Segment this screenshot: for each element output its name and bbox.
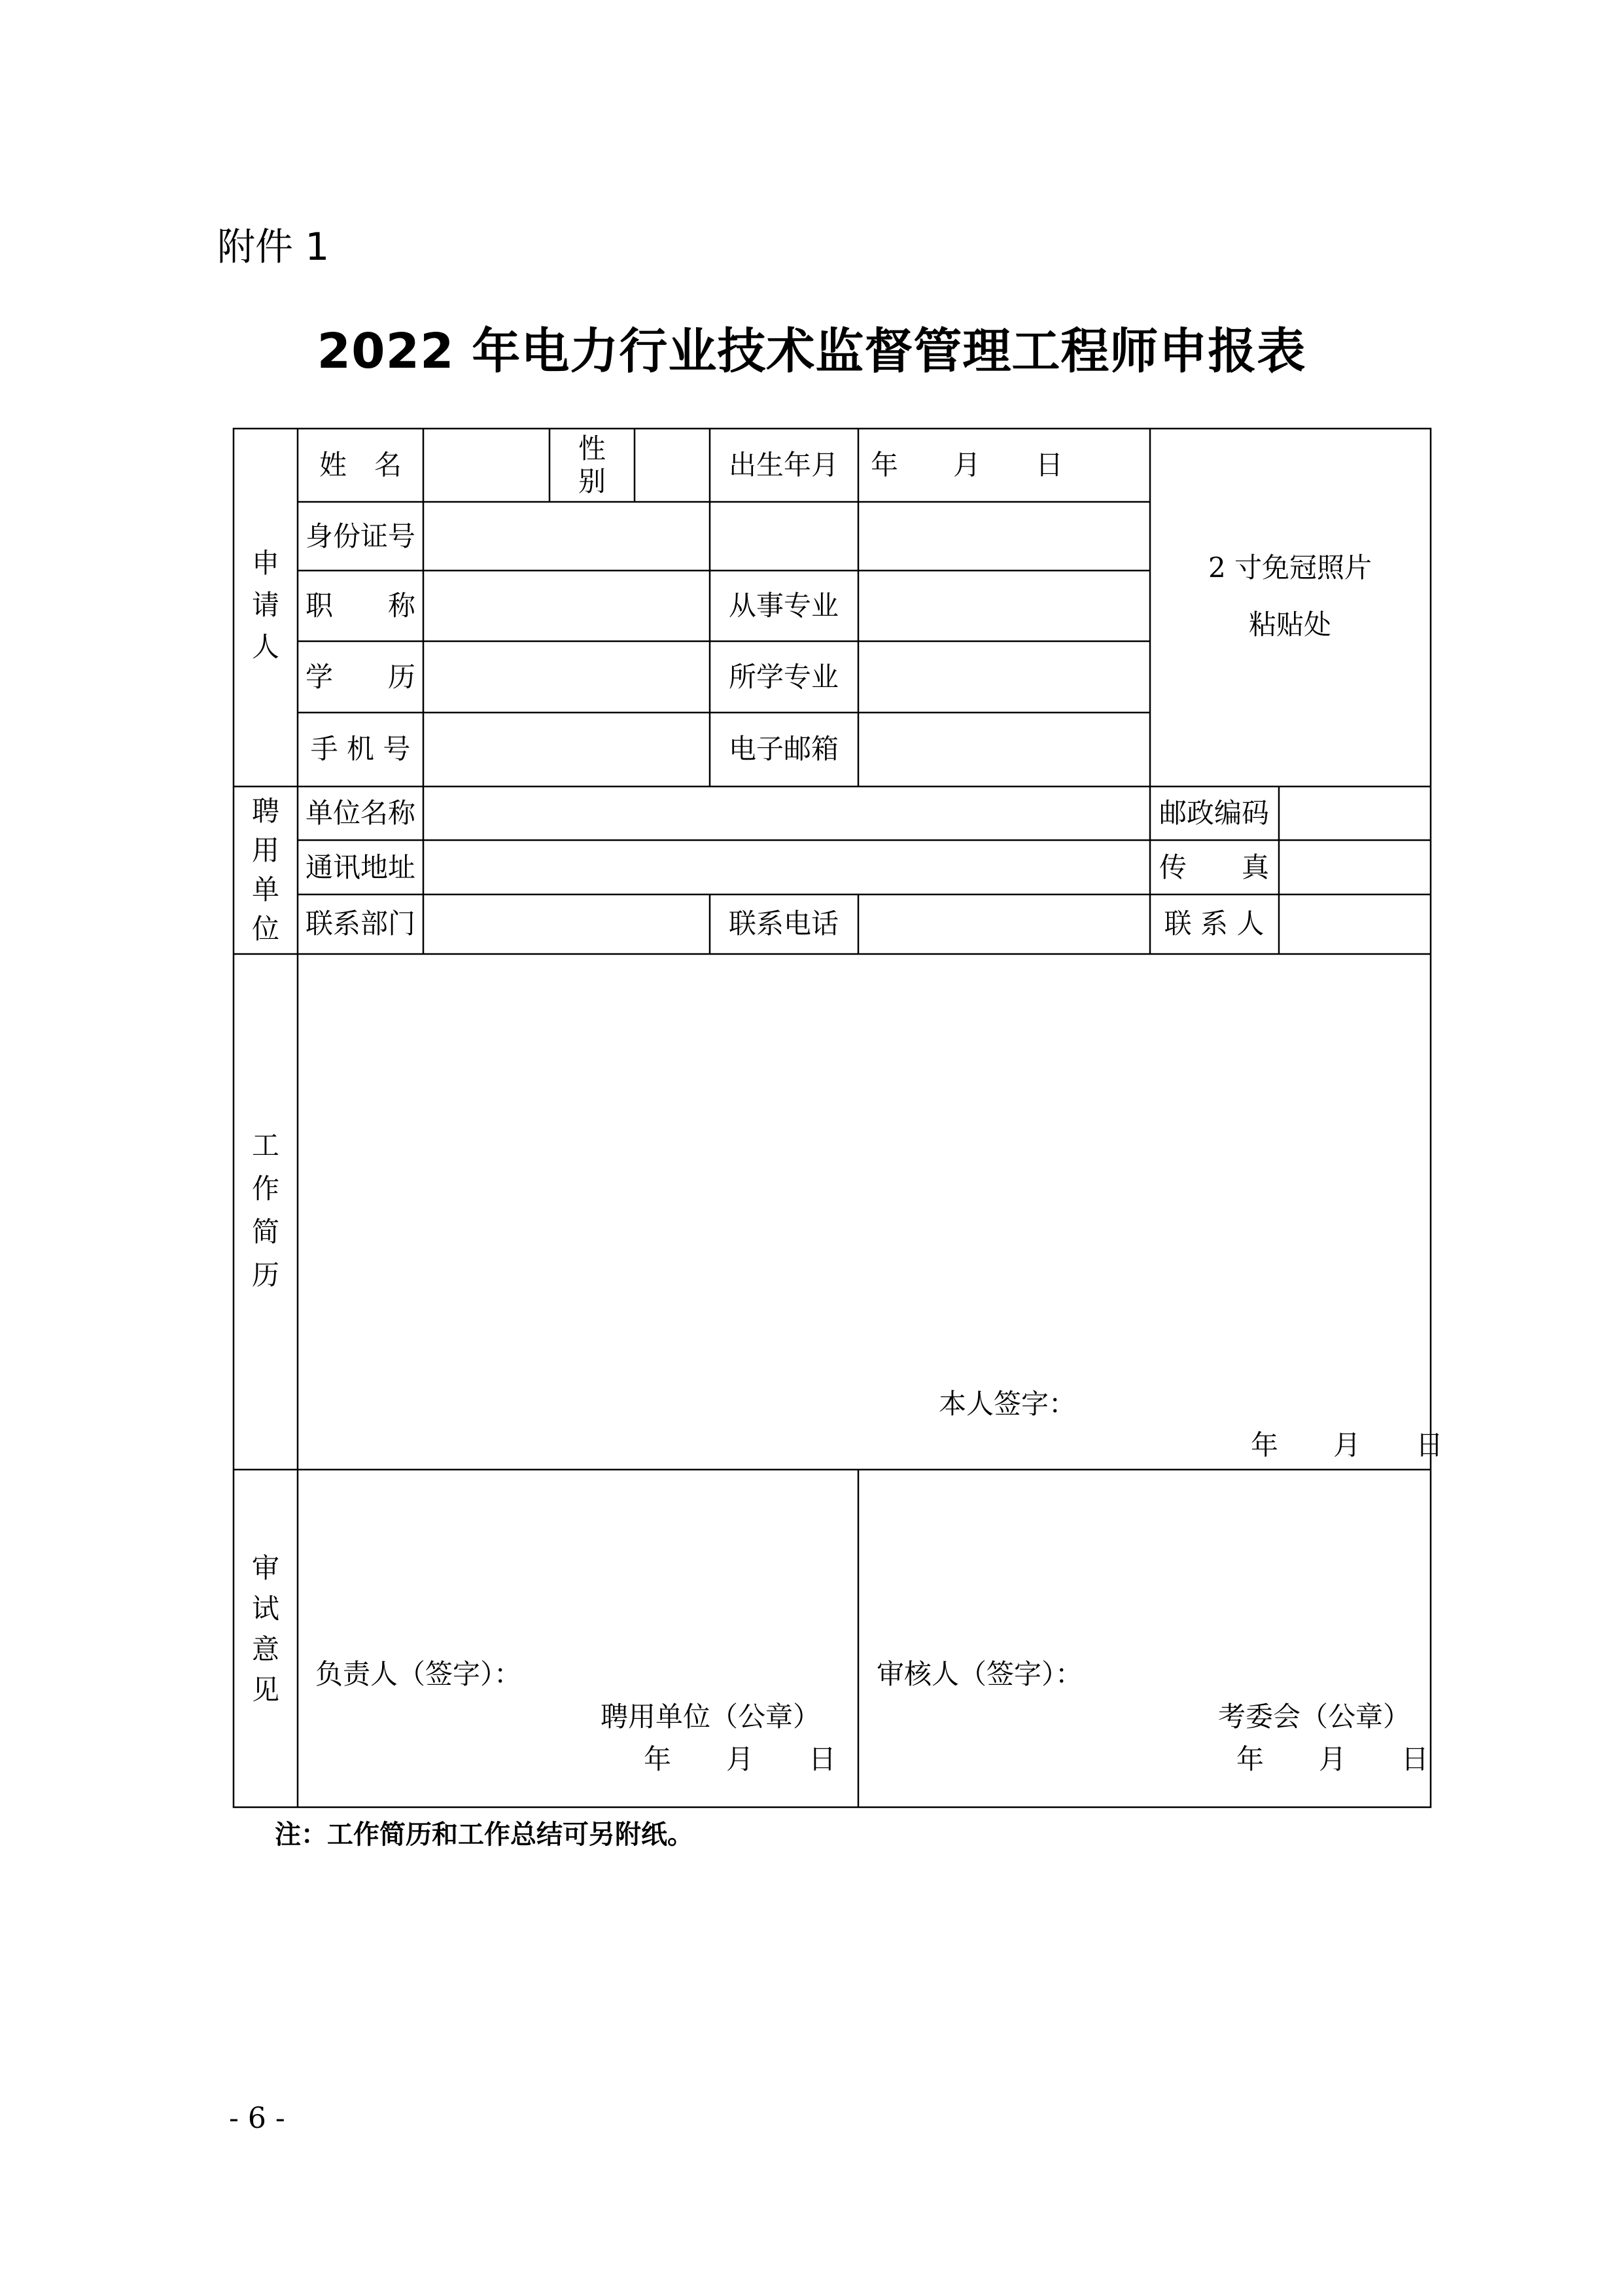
name-label: 姓 名 (319, 449, 402, 481)
photo-placeholder-line1: 2 寸免冠照片 (1208, 552, 1372, 584)
employer-seal-label: 聘用单位（公章） (601, 1701, 821, 1733)
applicant-section-label: 申请人 (251, 547, 279, 663)
work-history-date: 年 月 日 (1251, 1429, 1444, 1461)
employer-section-label: 聘用单位 (251, 795, 279, 945)
education-label: 学 历 (305, 661, 416, 693)
contact-person-label: 联 系 人 (1164, 908, 1265, 940)
page-title: 2022 年电力行业技术监督管理工程师申报表 (317, 323, 1306, 380)
studied-major-label: 所学专业 (728, 661, 839, 693)
committee-seal-date: 年 月 日 (1236, 1743, 1429, 1775)
employer-seal-date: 年 月 日 (644, 1743, 837, 1775)
email-label: 电子邮箱 (728, 733, 839, 765)
fax-label: 传 真 (1159, 851, 1270, 883)
practice-major-label: 从事专业 (728, 590, 839, 622)
unit-name-label: 单位名称 (305, 797, 416, 829)
birth-date-value: 年 月 日 (870, 449, 1064, 481)
review-section-label: 审试意见 (251, 1552, 279, 1706)
work-history-section-label: 工作简历 (251, 1129, 279, 1291)
department-label: 联系部门 (305, 908, 416, 940)
phone-label: 手 机 号 (310, 733, 411, 765)
photo-placeholder-line2: 粘贴处 (1248, 609, 1332, 641)
id-number-label: 身份证号 (305, 520, 416, 552)
reviewer-signature-label: 审核人（签字）： (877, 1658, 1083, 1690)
page-number: - 6 - (229, 2102, 285, 2135)
responsible-person-signature-label: 负责人（签字）： (315, 1658, 522, 1690)
gender-label: 性别 (578, 433, 606, 497)
address-label: 通讯地址 (305, 851, 416, 883)
birth-label: 出生年月 (728, 449, 839, 481)
self-signature-label: 本人签字： (939, 1388, 1077, 1420)
committee-seal-label: 考委会（公章） (1218, 1701, 1411, 1733)
footnote: 注：工作简历和工作总结可另附纸。 (275, 1820, 693, 1850)
postcode-label: 邮政编码 (1159, 797, 1270, 829)
attachment-label: 附件 1 (217, 224, 330, 269)
job-title-label: 职 称 (305, 590, 416, 622)
contact-phone-label: 联系电话 (728, 908, 839, 940)
